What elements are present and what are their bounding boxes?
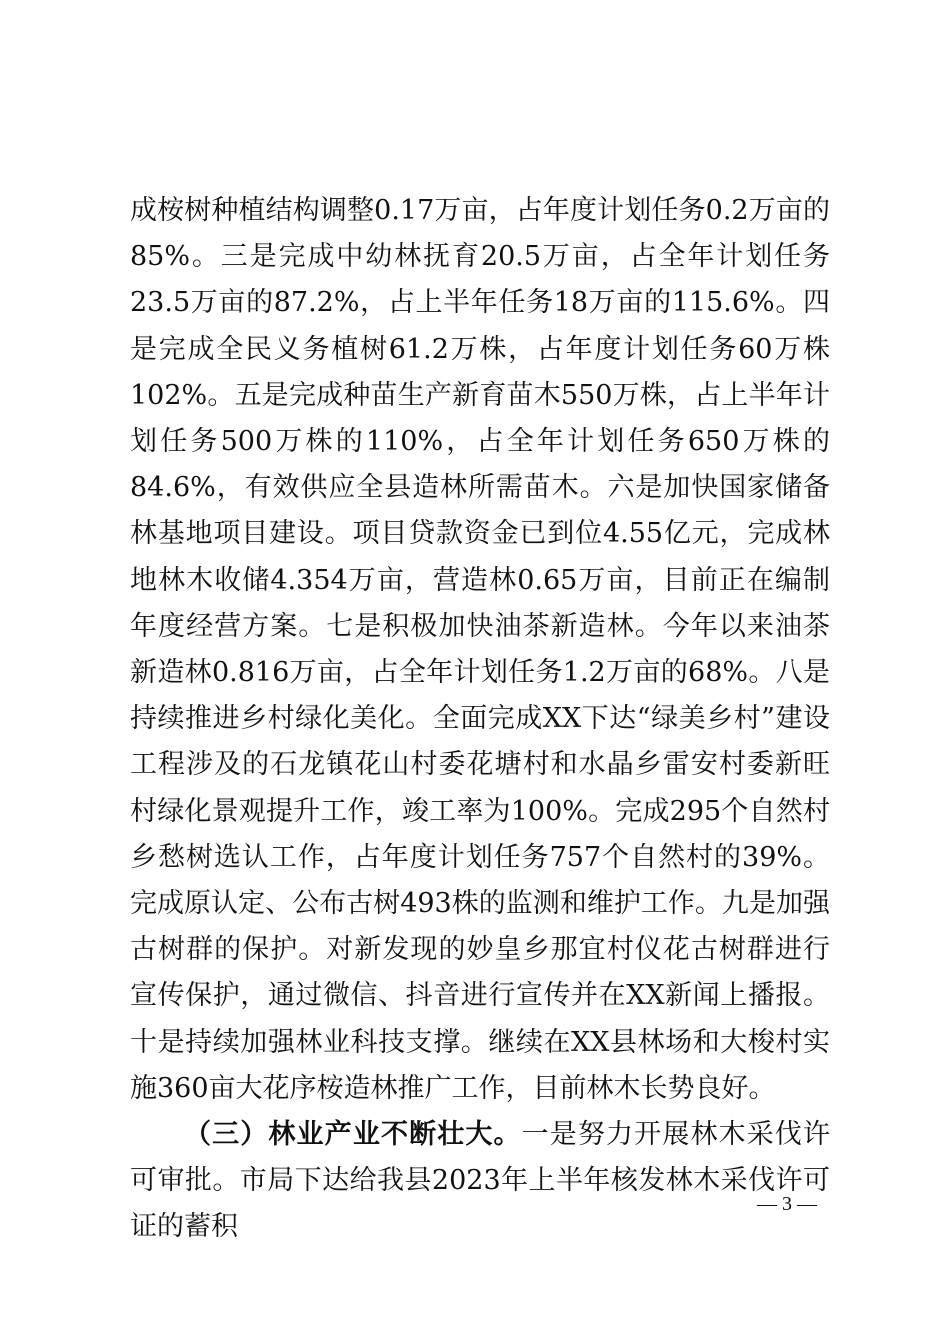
body-paragraph: 成桉树种植结构调整0.17万亩，占年度计划任务0.2万亩的85%。三是完成中幼林抚育20.5万亩，占全年计划任务23.5万亩的87.2%，占上半年任务18万亩的115.6%。四是完成全民义务植树61.2万株，占年度计划任务60万株102%。五是完成种苗生产新育苗木550万株，占上半年计划任务500万株的110%，占全年计划任务650万株的84.6%，有效供应全县造林所需苗木。六是加快国家储备林基地项目建设。项目贷款资金已到位4.55亿元，完成林地林木收储4.354万亩，营造林0.65万亩，目前正在编制年度经营方案。七是积极加快油茶新造林。今年以来油茶新造林0.816万亩，占全年计划任务1.2万亩的68%。八是持续推进乡村绿化美化。全面完成XX下达“绿美乡村”建设工程涉及的石龙镇花山村委花塘村和水晶乡雷安村委新旺村绿化景观提升工作，竣工率为100%。完成295个自然村乡愁树选认工作，占年度计划任务757个自然村的39%。完成原认定、公布古树493株的监测和维护工作。九是加强古树群的保护。对新发现的妙皇乡那宜村仪花古树群进行宣传保护，通过微信、抖音进行宣传并在XX新闻上播报。十是持续加强林业科技支撑。继续在XX县林场和大梭村实施360亩大花序桉造林推广工作，目前林木长势良好。 xyxy=(130,195,830,1104)
section-heading: （三）林业产业不断壮大。 xyxy=(184,1119,522,1151)
document-body xyxy=(130,188,830,1251)
section-paragraph xyxy=(130,1112,830,1251)
page-number: — 3 — xyxy=(757,1193,817,1215)
section-text: 一是努力开展林木采伐许可审批。市局下达给我县2023年上半年核发林木采伐许可证的蓄积 xyxy=(130,1119,831,1243)
